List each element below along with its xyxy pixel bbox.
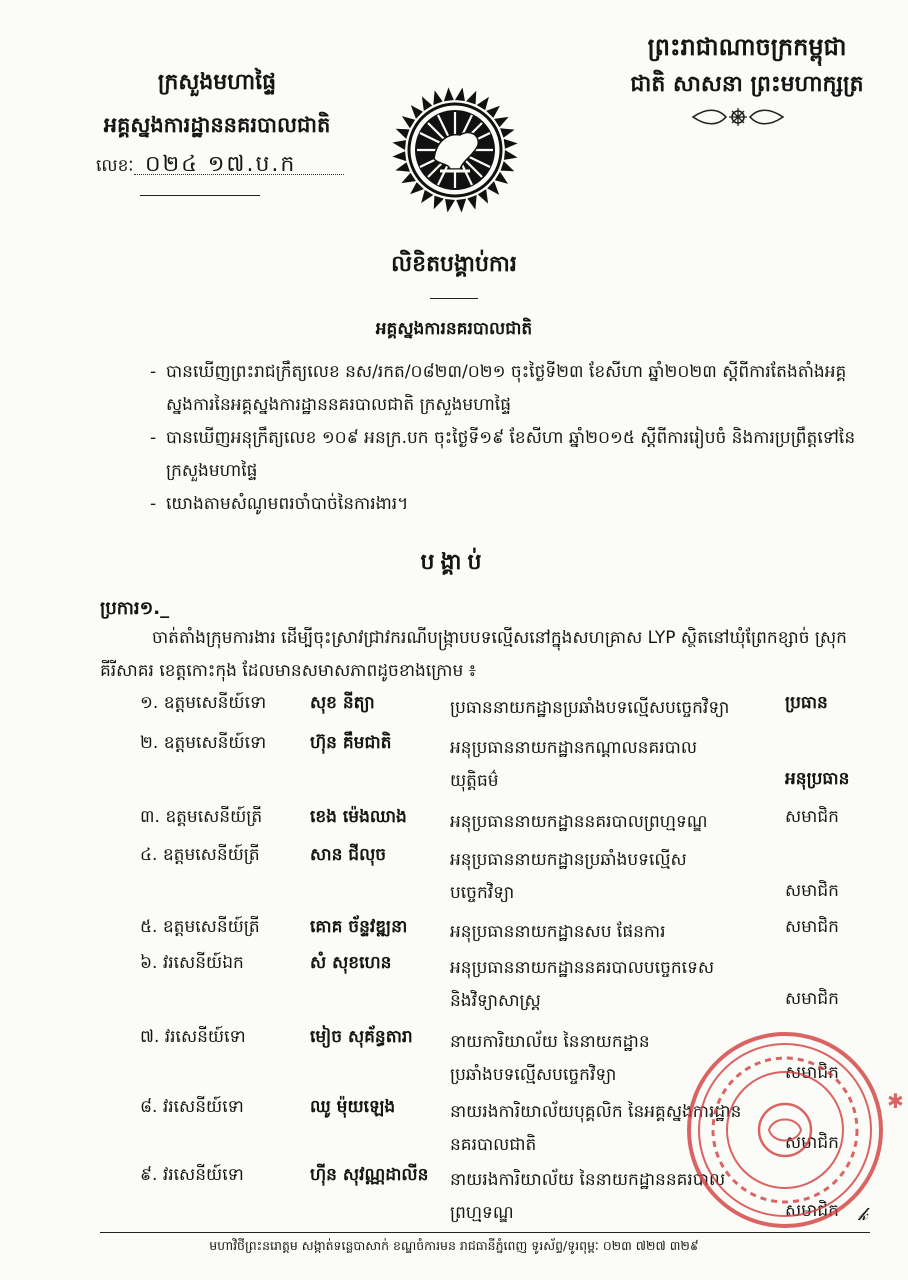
member-rank: វរសេនីយ៍ទោ <box>162 1165 244 1185</box>
member-rank: ឧត្តមសេនីយ៍ត្រី <box>165 807 263 827</box>
member-position: ព្រហ្មទណ្ឌ <box>450 1203 514 1223</box>
official-stamp-icon <box>665 1020 905 1230</box>
member-number: ១. <box>140 693 159 713</box>
member-position: នាយរងការិយាល័យបុគ្គលិក នៃអគ្គស្នងការដ្ឋាន <box>450 1102 742 1122</box>
member-name: គោគ ច័ន្ទវឌ្ឍនា <box>310 917 408 937</box>
issuer: អគ្គស្នងការនគរបាលជាតិ <box>375 319 533 339</box>
member-name: ខេង ម៉េងឈាង <box>310 807 407 827</box>
member-position: នាយការិយាល័យ នៃនាយកដ្ឋាន <box>450 1032 650 1052</box>
ministry-header <box>92 62 342 146</box>
member-position: ប្រឆាំងបទល្មើសបច្ចេកវិទ្យា <box>450 1065 617 1085</box>
nation-religion-king: ជាតិ សាសនា ព្រះមហាក្សត្រ <box>630 72 864 97</box>
footer-divider <box>100 1232 870 1233</box>
article-label: ប្រការ១._ <box>100 598 170 619</box>
member-name: សុខ នីត្យា <box>310 693 375 713</box>
member-position: អនុប្រធាននាយកដ្ឋានប្រឆាំងបទល្មើស <box>450 850 687 870</box>
member-role: សមាជិក <box>785 881 839 901</box>
member-position: អនុប្រធាននាយកដ្ឋានសប ផែនការ <box>450 922 666 942</box>
member-position: អនុប្រធាននាយកដ្ឋាននគរបាលបច្ចេកទេស <box>450 958 715 978</box>
member-rank: ឧត្តមសេនីយ៍ត្រី <box>162 917 260 937</box>
member-position: នាយរងការិយាល័យ នៃនាយកដ្ឋាននគរបាល <box>450 1170 726 1190</box>
member-rank: វរសេនីយ៍ទោ <box>162 1097 244 1117</box>
member-role: សមាជិក <box>785 807 839 827</box>
ref-label: លេខៈ <box>96 156 134 176</box>
member-name: សាន ជីលុច <box>310 845 387 865</box>
member-position: យុត្តិធម៌ <box>450 771 499 791</box>
member-name: ឈូ ម៉ុយឡេង <box>310 1097 396 1117</box>
svg-text:✱: ✱ <box>887 1089 904 1113</box>
member-role: សមាជិក <box>785 1133 839 1153</box>
member-number: ៧. <box>140 1027 160 1047</box>
footer-address: មហាវិថីព្រះនរោត្តម សង្កាត់ទន្លេបាសាក់ ខណ្ឌចំការមន រាជធានីភ្នំពេញ ទូរស័ព្ទ/ទូរពុម្ពៈ ០២៣ ៧២៧ ៣២៩ <box>209 1238 699 1253</box>
member-number: ៣. <box>140 807 160 827</box>
ref-number: ០២៤ ១៧.ប.ក <box>144 152 297 177</box>
member-number: ៩. <box>140 1165 158 1185</box>
reference-number-line <box>96 150 296 182</box>
department-name: អគ្គស្នងការដ្ឋាននគរបាលជាតិ <box>103 113 331 137</box>
member-number: ៦. <box>140 953 158 973</box>
document-title: លិខិតបង្គាប់ការ <box>391 252 517 277</box>
member-name: ហ៊ីន សុវណ្ណដាលីន <box>310 1165 429 1185</box>
member-number: ២. <box>140 733 159 753</box>
reference-item: - យោងតាមសំណូមពរចាំបាច់នៃការងារ។ <box>150 488 870 521</box>
member-rank: ឧត្តមសេនីយ៍ត្រី <box>162 845 260 865</box>
member-rank: វរសេនីយ៍ឯក <box>162 953 244 973</box>
legal-references <box>150 356 870 521</box>
kingdom-header <box>612 28 882 104</box>
member-number: ៤. <box>140 845 158 865</box>
kingdom-title: ព្រះរាជាណាចក្រកម្ពុជា <box>647 33 847 61</box>
member-rank: ឧត្តមសេនីយ៍ទោ <box>163 693 267 713</box>
reference-item: - បានឃើញអនុក្រឹត្យលេខ ១០៩ អនក្រ.បក ចុះថ្ងៃទី១៩ ខែសីហា ឆ្នាំ២០១៥ ស្តីពីការរៀបចំ និងការប្រព្រឹត្តទៅនៃក្រសួងមហាផ្ទៃ <box>150 422 870 488</box>
member-role: សមាជិក <box>785 1201 839 1221</box>
member-role: សមាជិក <box>785 1063 839 1083</box>
member-role: សមាជិក <box>785 917 839 937</box>
header-divider <box>140 195 260 196</box>
member-role: សមាជិក <box>785 989 839 1009</box>
member-name: សំ សុខហេន <box>310 953 392 973</box>
member-role: ប្រធាន <box>785 693 828 713</box>
member-position: បច្ចេកវិទ្យា <box>450 883 515 903</box>
article-text: ចាត់តាំងក្រុមការងារ ដើម្បីចុះស្រាវជ្រាវករណីបង្ក្រាបបទល្មើសនៅក្នុងសហគ្រាស LYP ស្ថិតនៅឃុំព្រែកខ្សាច់ ស្រុកគីរីសាគរ ខេត្តកោះកុង ដែលមានសមាសភាពដូចខាងក្រោម ៖ <box>100 628 847 681</box>
member-position: អនុប្រធាននាយកដ្ឋាននគរបាលព្រហ្មទណ្ឌ <box>450 812 708 832</box>
member-position: ប្រធាននាយកដ្ឋានប្រឆាំងបទល្មើសបច្ចេកវិទ្យា <box>450 698 730 718</box>
member-name: ហ៊ុន គឹមជាតិ <box>310 733 392 753</box>
member-number: ៨. <box>140 1097 158 1117</box>
member-position: នគរបាលជាតិ <box>450 1135 537 1155</box>
ministry-name: ក្រសួងមហាផ្ទៃ <box>157 70 277 95</box>
title-underline <box>430 298 478 299</box>
ref-dotted-line <box>134 174 344 175</box>
order-heading: បង្គាប់ <box>420 550 488 575</box>
initial-mark-icon: 𝓀 <box>858 1204 868 1225</box>
member-position: អនុប្រធាននាយកដ្ឋានកណ្តាលនគរបាល <box>450 738 698 758</box>
ornament-icon <box>688 106 788 128</box>
member-role: អនុប្រធាន <box>785 769 850 789</box>
member-rank: ឧត្តមសេនីយ៍ទោ <box>163 733 267 753</box>
member-number: ៥. <box>140 917 158 937</box>
member-name: មៀច សុគ័ន្ធតារា <box>310 1027 413 1047</box>
member-rank: វរសេនីយ៍ទោ <box>164 1027 246 1047</box>
police-emblem-icon <box>390 85 520 215</box>
member-position: និងវិទ្យាសាស្ត្រ <box>450 991 541 1011</box>
reference-item: - បានឃើញព្រះរាជក្រឹត្យលេខ នស/រកត/០៨២៣/០២១ ចុះថ្ងៃទី២៣ ខែសីហា ឆ្នាំ២០២៣ ស្តីពីការតែងតាំងអគ្គស្នងការនៃអគ្គស្នងការដ្ឋាននគរបាលជាតិ ក្រសួងមហាផ្ទៃ <box>150 356 870 422</box>
